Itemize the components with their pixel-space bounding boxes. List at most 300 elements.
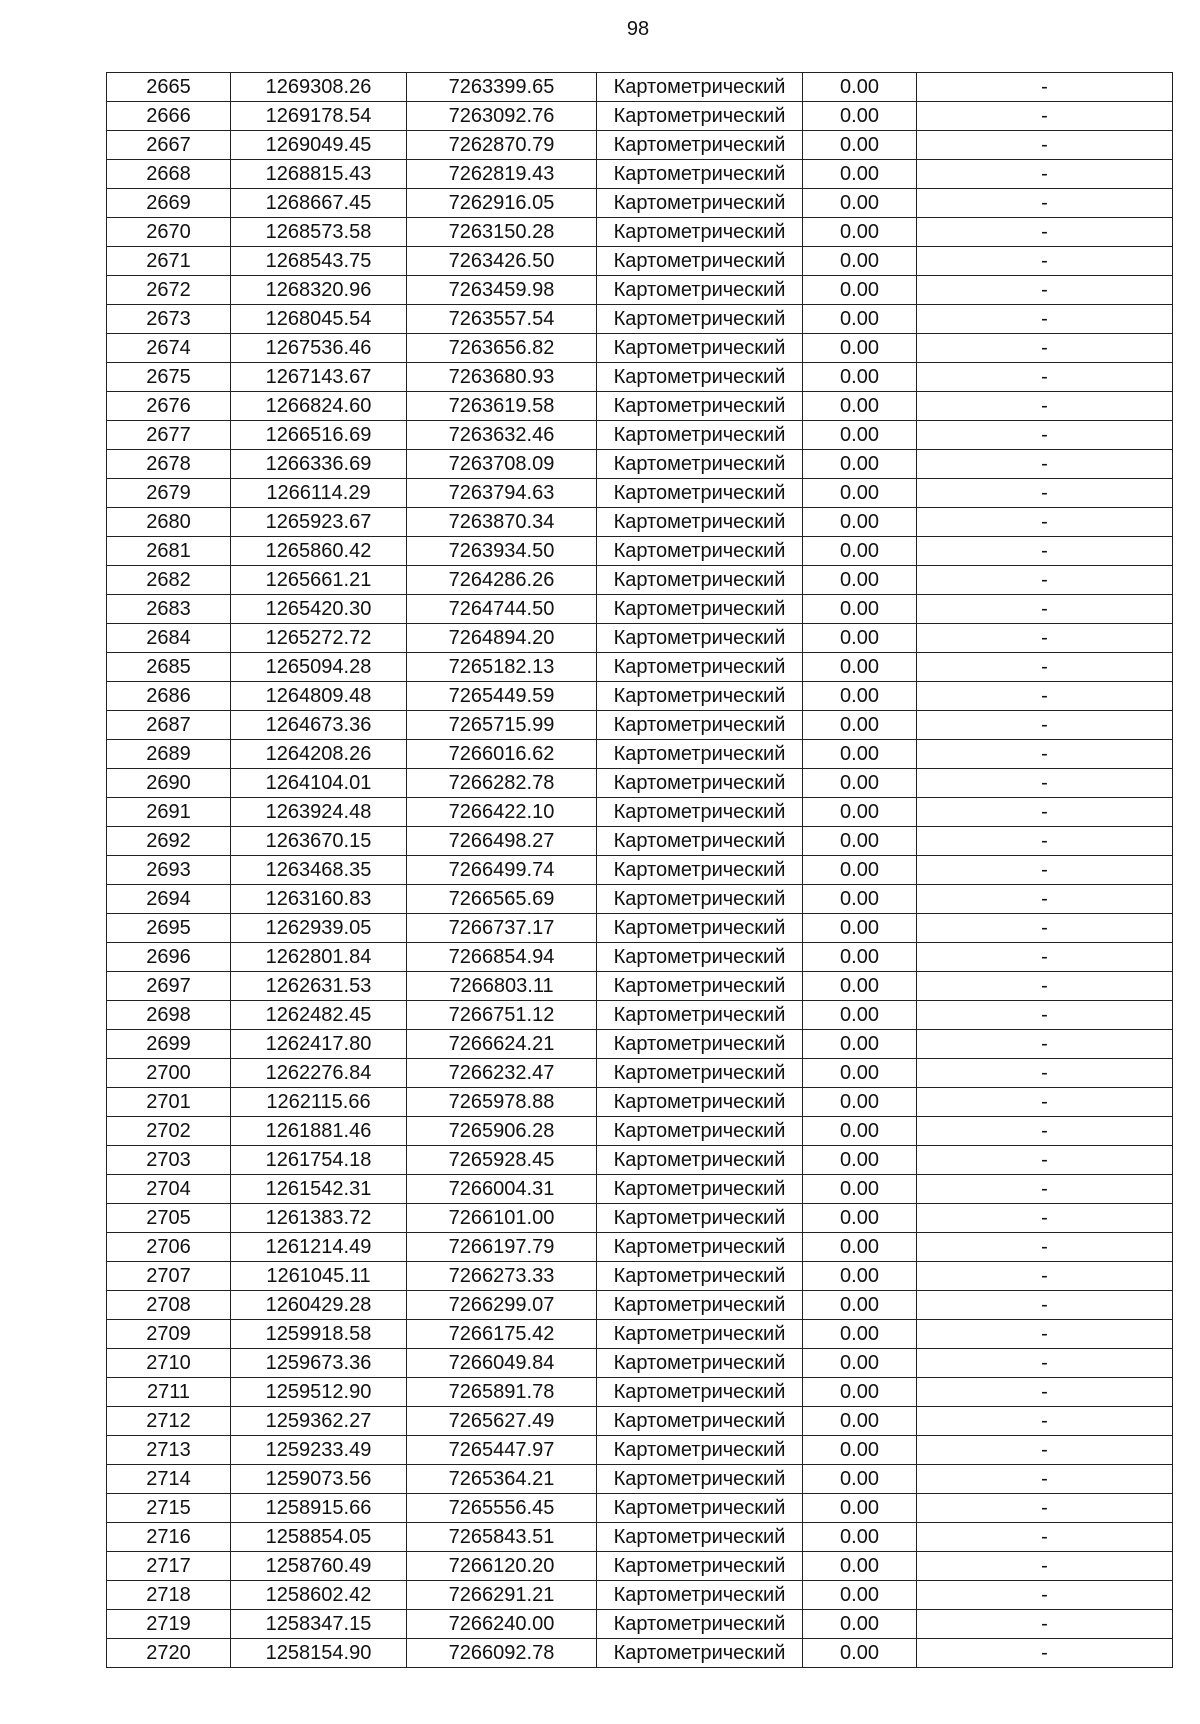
y-coordinate-cell: 7263399.65 — [407, 73, 597, 102]
table-row — [107, 1204, 1173, 1233]
table-row — [107, 189, 1173, 218]
description-cell: - — [917, 1262, 1173, 1291]
method-cell: Картометрический — [597, 1378, 803, 1407]
accuracy-cell: 0.00 — [803, 1233, 917, 1262]
method-cell: Картометрический — [597, 1262, 803, 1291]
description-cell: - — [917, 479, 1173, 508]
point-number-cell: 2685 — [107, 653, 231, 682]
coordinates-table-body — [107, 73, 1173, 1668]
point-number-cell: 2712 — [107, 1407, 231, 1436]
y-coordinate-cell: 7265928.45 — [407, 1146, 597, 1175]
method-cell: Картометрический — [597, 624, 803, 653]
y-coordinate-cell: 7262819.43 — [407, 160, 597, 189]
point-number-cell: 2671 — [107, 247, 231, 276]
point-number-cell: 2703 — [107, 1146, 231, 1175]
accuracy-cell: 0.00 — [803, 1610, 917, 1639]
accuracy-cell: 0.00 — [803, 914, 917, 943]
y-coordinate-cell: 7266565.69 — [407, 885, 597, 914]
x-coordinate-cell: 1261754.18 — [231, 1146, 407, 1175]
y-coordinate-cell: 7263619.58 — [407, 392, 597, 421]
point-number-cell: 2715 — [107, 1494, 231, 1523]
point-number-cell: 2699 — [107, 1030, 231, 1059]
y-coordinate-cell: 7266422.10 — [407, 798, 597, 827]
point-number-cell: 2713 — [107, 1436, 231, 1465]
description-cell: - — [917, 247, 1173, 276]
method-cell: Картометрический — [597, 653, 803, 682]
table-row — [107, 160, 1173, 189]
x-coordinate-cell: 1267143.67 — [231, 363, 407, 392]
table-row — [107, 885, 1173, 914]
point-number-cell: 2681 — [107, 537, 231, 566]
x-coordinate-cell: 1265094.28 — [231, 653, 407, 682]
y-coordinate-cell: 7266197.79 — [407, 1233, 597, 1262]
description-cell: - — [917, 1291, 1173, 1320]
point-number-cell: 2695 — [107, 914, 231, 943]
point-number-cell: 2669 — [107, 189, 231, 218]
accuracy-cell: 0.00 — [803, 595, 917, 624]
x-coordinate-cell: 1264208.26 — [231, 740, 407, 769]
accuracy-cell: 0.00 — [803, 334, 917, 363]
table-row — [107, 1001, 1173, 1030]
x-coordinate-cell: 1265420.30 — [231, 595, 407, 624]
x-coordinate-cell: 1261881.46 — [231, 1117, 407, 1146]
point-number-cell: 2705 — [107, 1204, 231, 1233]
accuracy-cell: 0.00 — [803, 1059, 917, 1088]
description-cell: - — [917, 914, 1173, 943]
method-cell: Картометрический — [597, 740, 803, 769]
point-number-cell: 2690 — [107, 769, 231, 798]
table-row — [107, 914, 1173, 943]
table-row — [107, 363, 1173, 392]
x-coordinate-cell: 1266824.60 — [231, 392, 407, 421]
accuracy-cell: 0.00 — [803, 1001, 917, 1030]
table-row — [107, 595, 1173, 624]
method-cell: Картометрический — [597, 1175, 803, 1204]
y-coordinate-cell: 7266175.42 — [407, 1320, 597, 1349]
accuracy-cell: 0.00 — [803, 943, 917, 972]
method-cell: Картометрический — [597, 1291, 803, 1320]
table-row — [107, 740, 1173, 769]
table-row — [107, 1059, 1173, 1088]
point-number-cell: 2719 — [107, 1610, 231, 1639]
table-row — [107, 276, 1173, 305]
y-coordinate-cell: 7265627.49 — [407, 1407, 597, 1436]
x-coordinate-cell: 1261214.49 — [231, 1233, 407, 1262]
point-number-cell: 2665 — [107, 73, 231, 102]
y-coordinate-cell: 7266751.12 — [407, 1001, 597, 1030]
accuracy-cell: 0.00 — [803, 131, 917, 160]
point-number-cell: 2668 — [107, 160, 231, 189]
method-cell: Картометрический — [597, 1117, 803, 1146]
x-coordinate-cell: 1259233.49 — [231, 1436, 407, 1465]
y-coordinate-cell: 7265715.99 — [407, 711, 597, 740]
y-coordinate-cell: 7265182.13 — [407, 653, 597, 682]
accuracy-cell: 0.00 — [803, 363, 917, 392]
method-cell: Картометрический — [597, 276, 803, 305]
description-cell: - — [917, 1523, 1173, 1552]
point-number-cell: 2673 — [107, 305, 231, 334]
method-cell: Картометрический — [597, 363, 803, 392]
description-cell: - — [917, 1117, 1173, 1146]
point-number-cell: 2679 — [107, 479, 231, 508]
accuracy-cell: 0.00 — [803, 740, 917, 769]
table-row — [107, 972, 1173, 1001]
point-number-cell: 2697 — [107, 972, 231, 1001]
accuracy-cell: 0.00 — [803, 1291, 917, 1320]
table-row — [107, 856, 1173, 885]
point-number-cell: 2676 — [107, 392, 231, 421]
table-row — [107, 624, 1173, 653]
table-row — [107, 392, 1173, 421]
accuracy-cell: 0.00 — [803, 537, 917, 566]
point-number-cell: 2675 — [107, 363, 231, 392]
point-number-cell: 2682 — [107, 566, 231, 595]
accuracy-cell: 0.00 — [803, 189, 917, 218]
description-cell: - — [917, 1088, 1173, 1117]
y-coordinate-cell: 7266240.00 — [407, 1610, 597, 1639]
description-cell: - — [917, 682, 1173, 711]
y-coordinate-cell: 7263708.09 — [407, 450, 597, 479]
y-coordinate-cell: 7266737.17 — [407, 914, 597, 943]
x-coordinate-cell: 1268045.54 — [231, 305, 407, 334]
y-coordinate-cell: 7265449.59 — [407, 682, 597, 711]
table-row — [107, 1291, 1173, 1320]
description-cell: - — [917, 1639, 1173, 1668]
description-cell: - — [917, 102, 1173, 131]
table-row — [107, 566, 1173, 595]
x-coordinate-cell: 1258854.05 — [231, 1523, 407, 1552]
x-coordinate-cell: 1258347.15 — [231, 1610, 407, 1639]
point-number-cell: 2683 — [107, 595, 231, 624]
point-number-cell: 2710 — [107, 1349, 231, 1378]
x-coordinate-cell: 1268543.75 — [231, 247, 407, 276]
x-coordinate-cell: 1262482.45 — [231, 1001, 407, 1030]
description-cell: - — [917, 1175, 1173, 1204]
description-cell: - — [917, 1552, 1173, 1581]
method-cell: Картометрический — [597, 160, 803, 189]
description-cell: - — [917, 537, 1173, 566]
y-coordinate-cell: 7266498.27 — [407, 827, 597, 856]
accuracy-cell: 0.00 — [803, 653, 917, 682]
description-cell: - — [917, 1320, 1173, 1349]
y-coordinate-cell: 7266232.47 — [407, 1059, 597, 1088]
table-row — [107, 1465, 1173, 1494]
y-coordinate-cell: 7266803.11 — [407, 972, 597, 1001]
point-number-cell: 2691 — [107, 798, 231, 827]
accuracy-cell: 0.00 — [803, 711, 917, 740]
description-cell: - — [917, 1465, 1173, 1494]
table-row — [107, 218, 1173, 247]
table-row — [107, 1349, 1173, 1378]
method-cell: Картометрический — [597, 1436, 803, 1465]
method-cell: Картометрический — [597, 1001, 803, 1030]
table-row — [107, 1378, 1173, 1407]
accuracy-cell: 0.00 — [803, 1088, 917, 1117]
accuracy-cell: 0.00 — [803, 276, 917, 305]
y-coordinate-cell: 7265556.45 — [407, 1494, 597, 1523]
method-cell: Картометрический — [597, 972, 803, 1001]
method-cell: Картометрический — [597, 421, 803, 450]
y-coordinate-cell: 7262870.79 — [407, 131, 597, 160]
point-number-cell: 2684 — [107, 624, 231, 653]
x-coordinate-cell: 1259362.27 — [231, 1407, 407, 1436]
method-cell: Картометрический — [597, 189, 803, 218]
description-cell: - — [917, 769, 1173, 798]
x-coordinate-cell: 1266516.69 — [231, 421, 407, 450]
x-coordinate-cell: 1264104.01 — [231, 769, 407, 798]
y-coordinate-cell: 7266299.07 — [407, 1291, 597, 1320]
method-cell: Картометрический — [597, 1407, 803, 1436]
x-coordinate-cell: 1263670.15 — [231, 827, 407, 856]
x-coordinate-cell: 1269049.45 — [231, 131, 407, 160]
point-number-cell: 2706 — [107, 1233, 231, 1262]
y-coordinate-cell: 7263680.93 — [407, 363, 597, 392]
y-coordinate-cell: 7263426.50 — [407, 247, 597, 276]
method-cell: Картометрический — [597, 1552, 803, 1581]
y-coordinate-cell: 7265891.78 — [407, 1378, 597, 1407]
y-coordinate-cell: 7263557.54 — [407, 305, 597, 334]
y-coordinate-cell: 7266624.21 — [407, 1030, 597, 1059]
table-row — [107, 247, 1173, 276]
table-row — [107, 1320, 1173, 1349]
y-coordinate-cell: 7266092.78 — [407, 1639, 597, 1668]
description-cell: - — [917, 856, 1173, 885]
x-coordinate-cell: 1263924.48 — [231, 798, 407, 827]
point-number-cell: 2686 — [107, 682, 231, 711]
x-coordinate-cell: 1261045.11 — [231, 1262, 407, 1291]
method-cell: Картометрический — [597, 1349, 803, 1378]
point-number-cell: 2678 — [107, 450, 231, 479]
y-coordinate-cell: 7263656.82 — [407, 334, 597, 363]
description-cell: - — [917, 363, 1173, 392]
accuracy-cell: 0.00 — [803, 247, 917, 276]
y-coordinate-cell: 7266049.84 — [407, 1349, 597, 1378]
description-cell: - — [917, 450, 1173, 479]
description-cell: - — [917, 508, 1173, 537]
point-number-cell: 2704 — [107, 1175, 231, 1204]
x-coordinate-cell: 1262276.84 — [231, 1059, 407, 1088]
table-row — [107, 1146, 1173, 1175]
accuracy-cell: 0.00 — [803, 798, 917, 827]
method-cell: Картометрический — [597, 1204, 803, 1233]
method-cell: Картометрический — [597, 1088, 803, 1117]
y-coordinate-cell: 7266016.62 — [407, 740, 597, 769]
point-number-cell: 2714 — [107, 1465, 231, 1494]
accuracy-cell: 0.00 — [803, 218, 917, 247]
y-coordinate-cell: 7265843.51 — [407, 1523, 597, 1552]
x-coordinate-cell: 1268815.43 — [231, 160, 407, 189]
description-cell: - — [917, 566, 1173, 595]
description-cell: - — [917, 305, 1173, 334]
table-row — [107, 1581, 1173, 1610]
method-cell: Картометрический — [597, 537, 803, 566]
accuracy-cell: 0.00 — [803, 1117, 917, 1146]
table-row — [107, 537, 1173, 566]
method-cell: Картометрический — [597, 885, 803, 914]
description-cell: - — [917, 1436, 1173, 1465]
method-cell: Картометрический — [597, 102, 803, 131]
y-coordinate-cell: 7266101.00 — [407, 1204, 597, 1233]
y-coordinate-cell: 7264286.26 — [407, 566, 597, 595]
y-coordinate-cell: 7266499.74 — [407, 856, 597, 885]
table-row — [107, 1262, 1173, 1291]
point-number-cell: 2687 — [107, 711, 231, 740]
accuracy-cell: 0.00 — [803, 1262, 917, 1291]
accuracy-cell: 0.00 — [803, 1378, 917, 1407]
y-coordinate-cell: 7265978.88 — [407, 1088, 597, 1117]
table-row — [107, 131, 1173, 160]
point-number-cell: 2708 — [107, 1291, 231, 1320]
description-cell: - — [917, 276, 1173, 305]
point-number-cell: 2689 — [107, 740, 231, 769]
method-cell: Картометрический — [597, 392, 803, 421]
description-cell: - — [917, 943, 1173, 972]
x-coordinate-cell: 1268667.45 — [231, 189, 407, 218]
table-row — [107, 769, 1173, 798]
y-coordinate-cell: 7264744.50 — [407, 595, 597, 624]
accuracy-cell: 0.00 — [803, 1581, 917, 1610]
point-number-cell: 2677 — [107, 421, 231, 450]
accuracy-cell: 0.00 — [803, 1407, 917, 1436]
x-coordinate-cell: 1269178.54 — [231, 102, 407, 131]
x-coordinate-cell: 1258602.42 — [231, 1581, 407, 1610]
method-cell: Картометрический — [597, 943, 803, 972]
table-row — [107, 102, 1173, 131]
table-row — [107, 1639, 1173, 1668]
method-cell: Картометрический — [597, 1610, 803, 1639]
y-coordinate-cell: 7263150.28 — [407, 218, 597, 247]
accuracy-cell: 0.00 — [803, 450, 917, 479]
method-cell: Картометрический — [597, 73, 803, 102]
accuracy-cell: 0.00 — [803, 421, 917, 450]
table-row — [107, 682, 1173, 711]
accuracy-cell: 0.00 — [803, 1523, 917, 1552]
x-coordinate-cell: 1264673.36 — [231, 711, 407, 740]
y-coordinate-cell: 7266273.33 — [407, 1262, 597, 1291]
accuracy-cell: 0.00 — [803, 73, 917, 102]
method-cell: Картометрический — [597, 1465, 803, 1494]
y-coordinate-cell: 7264894.20 — [407, 624, 597, 653]
y-coordinate-cell: 7265447.97 — [407, 1436, 597, 1465]
method-cell: Картометрический — [597, 247, 803, 276]
accuracy-cell: 0.00 — [803, 392, 917, 421]
method-cell: Картометрический — [597, 1146, 803, 1175]
y-coordinate-cell: 7263794.63 — [407, 479, 597, 508]
table-row — [107, 450, 1173, 479]
x-coordinate-cell: 1259512.90 — [231, 1378, 407, 1407]
accuracy-cell: 0.00 — [803, 827, 917, 856]
y-coordinate-cell: 7266120.20 — [407, 1552, 597, 1581]
method-cell: Картометрический — [597, 566, 803, 595]
x-coordinate-cell: 1267536.46 — [231, 334, 407, 363]
point-number-cell: 2720 — [107, 1639, 231, 1668]
table-row — [107, 479, 1173, 508]
method-cell: Картометрический — [597, 595, 803, 624]
y-coordinate-cell: 7266854.94 — [407, 943, 597, 972]
description-cell: - — [917, 392, 1173, 421]
point-number-cell: 2718 — [107, 1581, 231, 1610]
x-coordinate-cell: 1263468.35 — [231, 856, 407, 885]
point-number-cell: 2716 — [107, 1523, 231, 1552]
method-cell: Картометрический — [597, 305, 803, 334]
method-cell: Картометрический — [597, 711, 803, 740]
table-row — [107, 1494, 1173, 1523]
point-number-cell: 2693 — [107, 856, 231, 885]
table-row — [107, 711, 1173, 740]
x-coordinate-cell: 1260429.28 — [231, 1291, 407, 1320]
y-coordinate-cell: 7263092.76 — [407, 102, 597, 131]
x-coordinate-cell: 1262801.84 — [231, 943, 407, 972]
description-cell: - — [917, 73, 1173, 102]
table-row — [107, 421, 1173, 450]
x-coordinate-cell: 1259673.36 — [231, 1349, 407, 1378]
table-row — [107, 1436, 1173, 1465]
x-coordinate-cell: 1265860.42 — [231, 537, 407, 566]
y-coordinate-cell: 7266291.21 — [407, 1581, 597, 1610]
point-number-cell: 2709 — [107, 1320, 231, 1349]
accuracy-cell: 0.00 — [803, 1639, 917, 1668]
description-cell: - — [917, 1581, 1173, 1610]
method-cell: Картометрический — [597, 798, 803, 827]
x-coordinate-cell: 1269308.26 — [231, 73, 407, 102]
table-row — [107, 827, 1173, 856]
x-coordinate-cell: 1259073.56 — [231, 1465, 407, 1494]
x-coordinate-cell: 1265661.21 — [231, 566, 407, 595]
table-row — [107, 305, 1173, 334]
table-row — [107, 798, 1173, 827]
point-number-cell: 2701 — [107, 1088, 231, 1117]
method-cell: Картометрический — [597, 450, 803, 479]
method-cell: Картометрический — [597, 1494, 803, 1523]
point-number-cell: 2672 — [107, 276, 231, 305]
method-cell: Картометрический — [597, 1233, 803, 1262]
accuracy-cell: 0.00 — [803, 305, 917, 334]
method-cell: Картометрический — [597, 856, 803, 885]
method-cell: Картометрический — [597, 827, 803, 856]
point-number-cell: 2698 — [107, 1001, 231, 1030]
x-coordinate-cell: 1261542.31 — [231, 1175, 407, 1204]
y-coordinate-cell: 7263870.34 — [407, 508, 597, 537]
point-number-cell: 2696 — [107, 943, 231, 972]
y-coordinate-cell: 7263934.50 — [407, 537, 597, 566]
method-cell: Картометрический — [597, 914, 803, 943]
x-coordinate-cell: 1262631.53 — [231, 972, 407, 1001]
point-number-cell: 2680 — [107, 508, 231, 537]
method-cell: Картометрический — [597, 682, 803, 711]
y-coordinate-cell: 7262916.05 — [407, 189, 597, 218]
x-coordinate-cell: 1258915.66 — [231, 1494, 407, 1523]
table-row — [107, 73, 1173, 102]
x-coordinate-cell: 1265272.72 — [231, 624, 407, 653]
method-cell: Картометрический — [597, 131, 803, 160]
method-cell: Картометрический — [597, 1639, 803, 1668]
x-coordinate-cell: 1264809.48 — [231, 682, 407, 711]
description-cell: - — [917, 972, 1173, 1001]
x-coordinate-cell: 1265923.67 — [231, 508, 407, 537]
description-cell: - — [917, 711, 1173, 740]
accuracy-cell: 0.00 — [803, 624, 917, 653]
description-cell: - — [917, 421, 1173, 450]
point-number-cell: 2670 — [107, 218, 231, 247]
description-cell: - — [917, 624, 1173, 653]
accuracy-cell: 0.00 — [803, 102, 917, 131]
description-cell: - — [917, 1378, 1173, 1407]
y-coordinate-cell: 7265364.21 — [407, 1465, 597, 1494]
description-cell: - — [917, 1030, 1173, 1059]
method-cell: Картометрический — [597, 1581, 803, 1610]
accuracy-cell: 0.00 — [803, 972, 917, 1001]
table-row — [107, 653, 1173, 682]
